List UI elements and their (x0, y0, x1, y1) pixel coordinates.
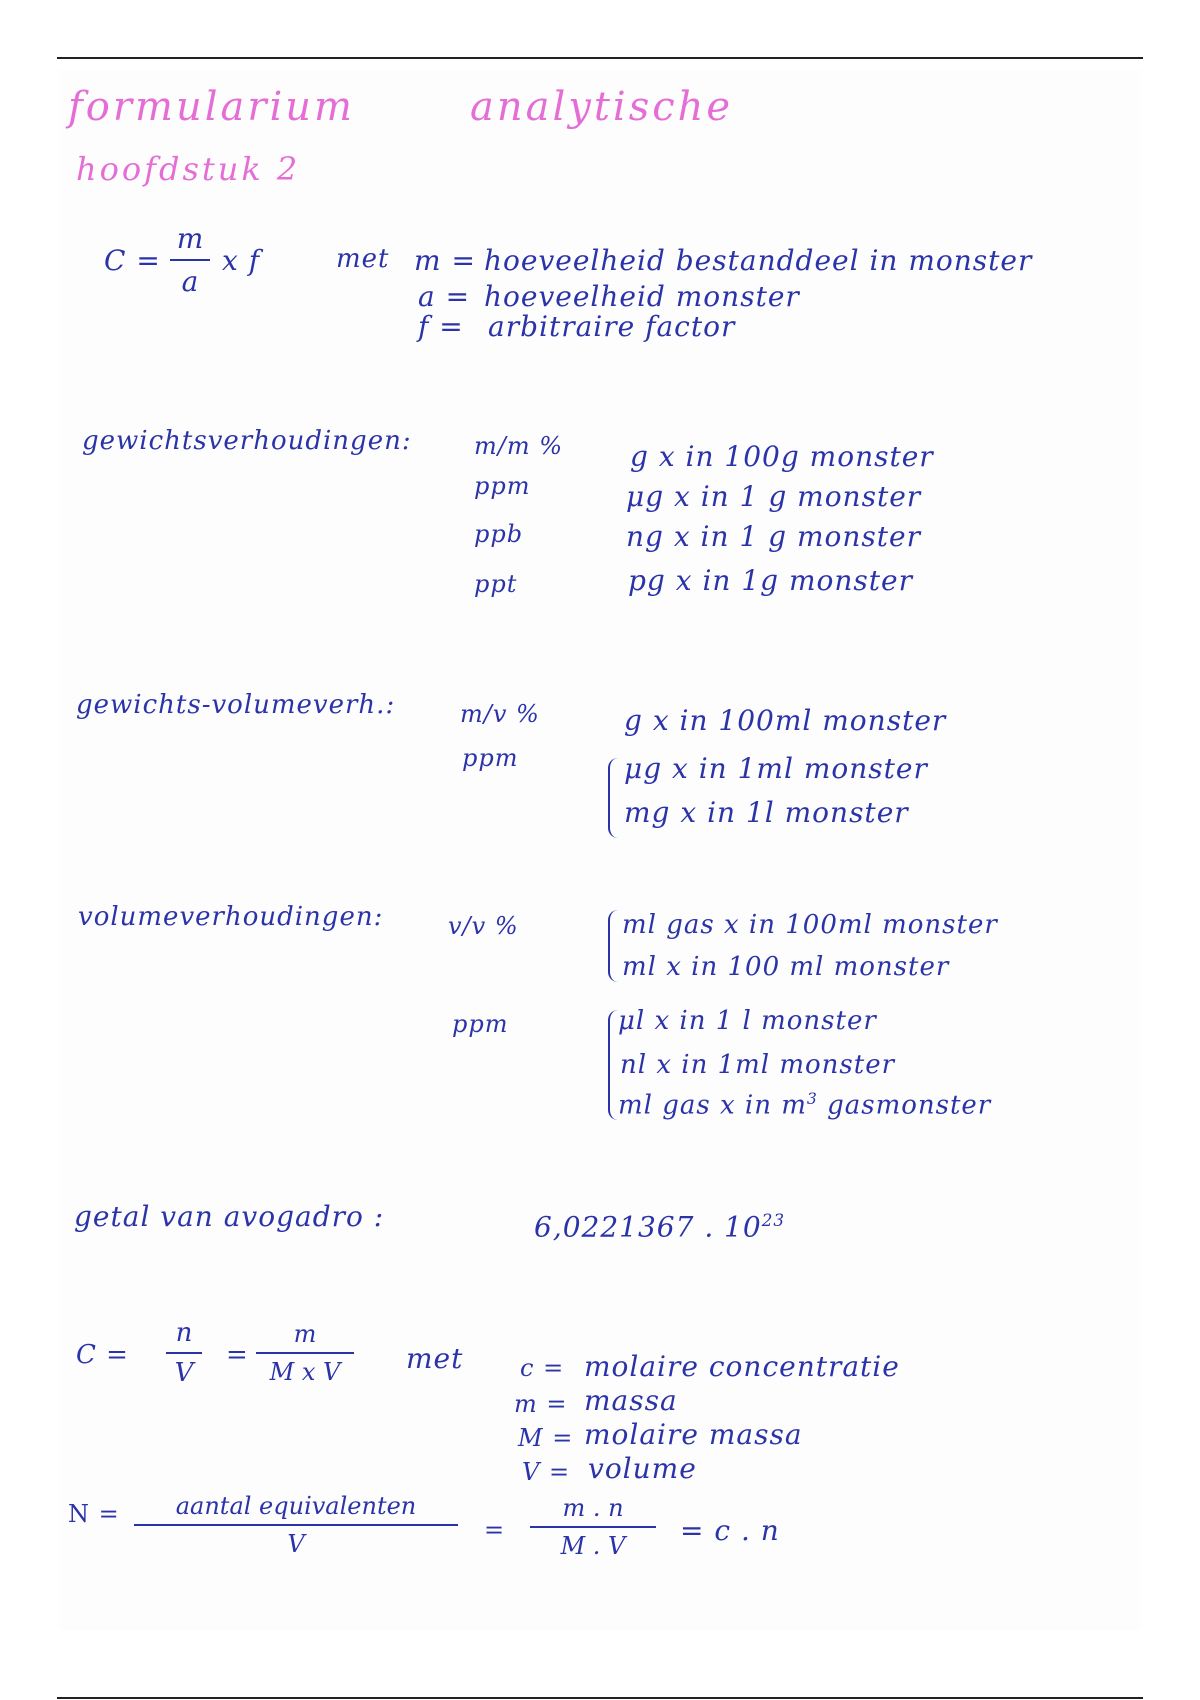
avogadro-value: 6,0221367 . $10^{23}$ (534, 1210, 786, 1244)
gewicht-desc: g x in 100g monster (630, 440, 934, 473)
formula1-def-text: hoeveelheid monster (484, 280, 800, 313)
formula1-def-sym: a = (418, 280, 471, 313)
formula1-met: met (336, 244, 390, 274)
volume-desc-1b: ml x in 100 ml monster (622, 952, 950, 982)
formula2-def-text: molaire massa (584, 1418, 803, 1451)
fraction-bar (134, 1524, 458, 1526)
formula3-result: = c . n (680, 1514, 780, 1547)
gewicht-desc: μg x in 1 g monster (626, 480, 922, 513)
formula2-def-text: volume (588, 1452, 697, 1485)
fraction-bar (530, 1526, 656, 1528)
brace (608, 758, 618, 838)
volume-desc-1a: ml gas x in 100ml monster (622, 910, 998, 940)
formula2-denominator-2: M x V (269, 1358, 341, 1386)
gewicht-unit: m/m % (474, 432, 564, 460)
volume-desc-2b: nl x in 1ml monster (620, 1050, 896, 1080)
formula3-equals: = (484, 1516, 506, 1544)
formula2-lhs: C = (76, 1340, 129, 1370)
gewicht-unit: ppt (474, 570, 518, 598)
formula1-def-text: hoeveelheid bestanddeel in monster (484, 244, 1033, 277)
bottom-rule (57, 1697, 1143, 1699)
title-analytische: analytische (470, 84, 734, 130)
title-formularium: formularium (68, 84, 355, 130)
formula1-denominator: a (181, 265, 199, 298)
volume-desc-2a: μl x in 1 l monster (618, 1006, 877, 1036)
formula2-def-sym: V = (522, 1458, 571, 1486)
avogadro-label: getal van avogadro : (74, 1200, 385, 1233)
formula2-fraction-2 (256, 1320, 354, 1386)
fraction-bar (256, 1352, 354, 1354)
formula2-def-text: molaire concentratie (584, 1350, 900, 1383)
formula3-fraction-2 (530, 1494, 656, 1560)
brace (608, 910, 618, 982)
formula3-denominator-1: V (287, 1530, 305, 1558)
gewvol-label: gewichts-volumeverh.: (76, 690, 396, 720)
top-rule (57, 57, 1143, 59)
formula2-def-sym: c = (520, 1354, 565, 1382)
volume-unit-1: v/v % (448, 912, 519, 940)
formula1-def-sym: f = (418, 310, 464, 343)
gewvol-unit-2: ppm (462, 744, 519, 772)
volume-desc-2c: ml gas x in $m^3$ gasmonster (618, 1090, 992, 1121)
formula3-numerator-1: aantal equivalenten (175, 1492, 417, 1520)
gewicht-desc: pg x in 1g monster (628, 564, 913, 597)
formula3-lhs: N = (68, 1500, 120, 1528)
volume-label: volumeverhoudingen: (78, 902, 384, 932)
formula2-numerator-1: n (175, 1318, 193, 1348)
formula2-def-text: massa (584, 1384, 678, 1417)
gewicht-label: gewichtsverhoudingen: (82, 426, 412, 456)
formula2-def-sym: m = (514, 1390, 568, 1418)
volume-unit-2: ppm (452, 1010, 509, 1038)
formula2-denominator-1: V (174, 1358, 194, 1388)
formula2-def-sym: M = (518, 1424, 574, 1452)
formula2-numerator-2: m (293, 1320, 317, 1348)
gewvol-desc-1: g x in 100ml monster (624, 704, 947, 737)
formula3-fraction-1 (134, 1492, 458, 1558)
formula3-numerator-2: m . n (562, 1494, 624, 1522)
formula1-lhs: C = (104, 244, 161, 277)
gewvol-unit-1: m/v % (460, 700, 540, 728)
formula1-fraction (170, 222, 210, 298)
gewvol-desc-2a: μg x in 1ml monster (624, 752, 928, 785)
fraction-bar (166, 1352, 202, 1354)
formula2-fraction-1 (166, 1318, 202, 1388)
gewicht-unit: ppb (474, 520, 524, 548)
formula2-equals: = (226, 1340, 249, 1370)
formula1-numerator: m (176, 222, 204, 255)
gewicht-desc: ng x in 1 g monster (626, 520, 921, 553)
formula3-denominator-2: M . V (560, 1532, 626, 1560)
chapter-heading: hoofdstuk 2 (76, 150, 301, 188)
fraction-bar (170, 259, 210, 261)
gewicht-unit: ppm (474, 472, 531, 500)
formula1-rhs: x f (222, 244, 261, 277)
formula2-met: met (406, 1342, 464, 1375)
formula1-def-sym: m = (414, 244, 476, 277)
formula1-def-text: arbitraire factor (488, 310, 736, 343)
brace (608, 1010, 618, 1120)
gewvol-desc-2b: mg x in 1l monster (624, 796, 909, 829)
